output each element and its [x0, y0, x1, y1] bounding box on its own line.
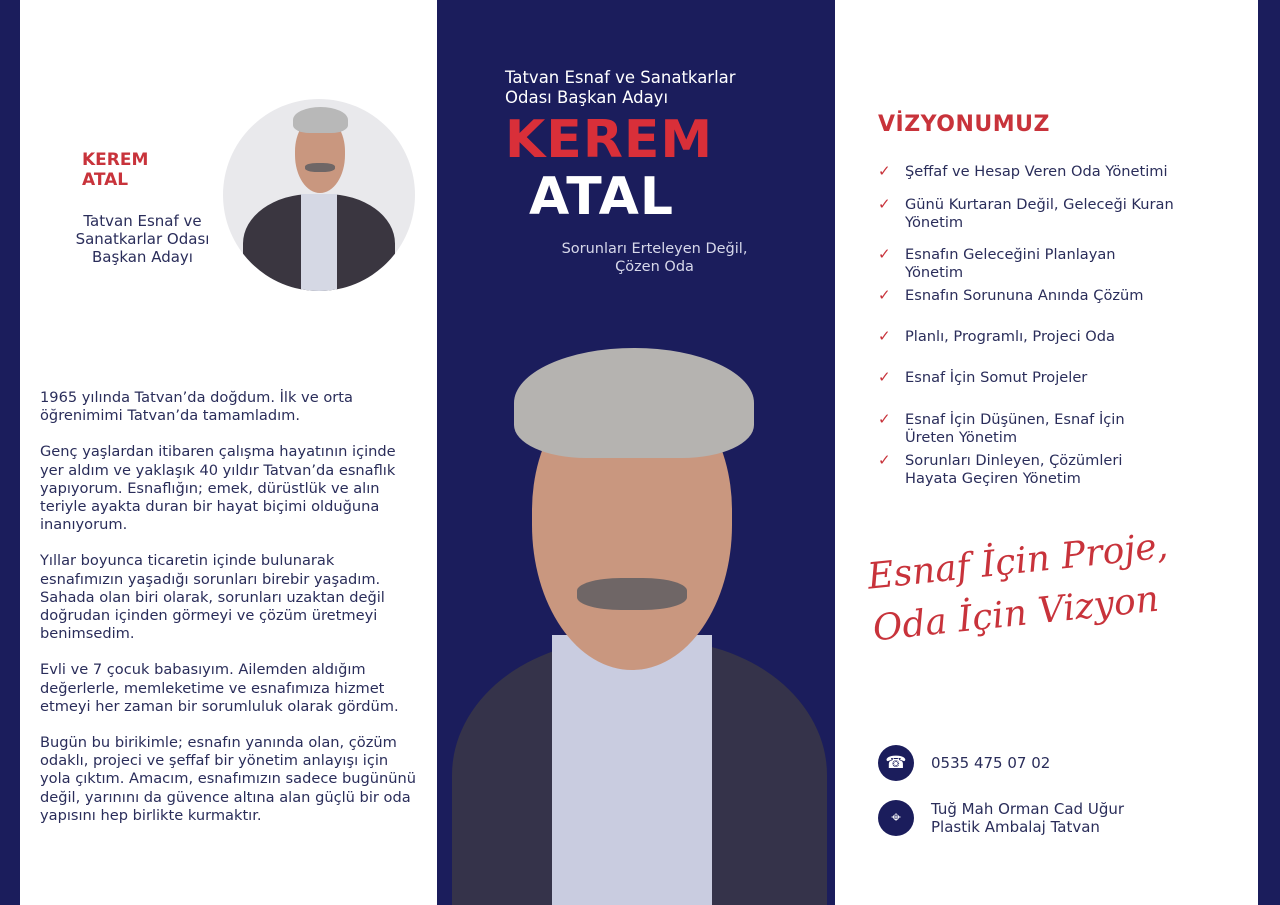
check-icon: ✓: [878, 286, 891, 304]
vision-item: [878, 369, 1228, 387]
phone-icon: ☎: [878, 745, 914, 781]
check-icon: ✓: [878, 368, 891, 386]
bio-paragraph: Evli ve 7 çocuk babasıyım. Ailemden aldığım değerlerle, memleketime ve esnafımıza hizmet etmeyi her zaman bir sorumluluk olarak gördüm.: [40, 661, 399, 715]
vision-item-text: Esnaf İçin Düşünen, Esnaf İçin Üreten Yönetim: [905, 411, 1125, 446]
headline-first-name: KEREM: [505, 110, 714, 170]
check-icon: ✓: [878, 195, 891, 213]
candidacy-line: [505, 68, 785, 108]
right-panel: [835, 0, 1258, 905]
check-icon: ✓: [878, 245, 891, 263]
vision-item-text: Sorunları Dinleyen, Çözümleri Hayata Geçiren Yönetim: [905, 452, 1123, 487]
middle-panel: [437, 0, 835, 905]
candidacy-text: Tatvan Esnaf ve Sanatkarlar Odası Başkan Adayı: [505, 68, 736, 107]
script-slogan: [865, 520, 1176, 655]
bio-paragraph: 1965 yılında Tatvan’da doğdum. İlk ve orta öğrenimimi Tatvan’da tamamladım.: [40, 389, 353, 425]
check-icon: ✓: [878, 162, 891, 180]
vision-item: [878, 411, 1228, 446]
vision-title: VİZYONUMUZ: [878, 112, 1050, 137]
candidate-portrait-large: [452, 340, 827, 905]
vision-item: [878, 287, 1228, 305]
last-name: ATAL: [82, 170, 129, 190]
vision-item-text: Planlı, Programlı, Projeci Oda: [905, 328, 1115, 345]
vision-item-text: Şeffaf ve Hesap Veren Oda Yönetimi: [905, 163, 1168, 180]
candidate-subtitle: Tatvan Esnaf ve Sanatkarlar Odası Başkan Adayı: [75, 212, 210, 266]
address: Tuğ Mah Orman Cad Uğur Plastik Ambalaj Tatvan: [931, 800, 1125, 836]
vision-item: [878, 452, 1228, 487]
vision-item-text: Günü Kurtaran Değil, Geleceği Kuran Yönetim: [905, 196, 1174, 231]
bio-paragraph: Yıllar boyunca ticaretin içinde bulunarak esnafımızın yaşadığı sorunları birebir yaşadım. Sahada olan biri olarak, sorunları uzaktan değil doğrudan içinden görmeyi ve çözüm üretmeyi benimsedim.: [40, 552, 385, 643]
vision-item-text: Esnaf İçin Somut Projeler: [905, 369, 1088, 386]
vision-item-text: Esnafın Geleceğini Planlayan Yönetim: [905, 246, 1116, 281]
phone-number: 0535 475 07 02: [931, 754, 1051, 772]
headline-last-name: ATAL: [529, 167, 675, 227]
candidate-portrait-small: [223, 99, 415, 291]
slogan-line: Esnaf İçin Proje,: [865, 525, 1170, 598]
bio-paragraph: Genç yaşlardan itibaren çalışma hayatının içinde yer aldım ve yaklaşık 40 yıldır Tatvan’da esnaflık yapıyorum. Esnaflığın; emek, dürüstlük ve alın teriyle ayakta duran bir hayat biçimi olduğuna inanıyorum.: [40, 443, 396, 534]
vision-item: [878, 246, 1228, 281]
left-panel: [20, 0, 437, 905]
vision-item-text: Esnafın Sorununa Anında Çözüm: [905, 287, 1144, 304]
slogan: Sorunları Erteleyen Değil, Çözen Oda: [561, 241, 748, 275]
first-name: KEREM: [82, 150, 149, 170]
vision-item: [878, 196, 1228, 231]
vision-item: [878, 163, 1228, 181]
bio-paragraph: Bugün bu birikimle; esnafın yanında olan, çözüm odaklı, projeci ve şeffaf bir yönetim anlayışı için yola çıktım. Amacım, esnafımızın sadece bugününü değil, yarınını da güvence altına alan güçlü bir oda yapısını hep birlikte kurmaktır.: [40, 734, 417, 824]
candidate-name: [82, 150, 148, 190]
location-pin-icon: ⌖: [878, 800, 914, 836]
check-icon: ✓: [878, 410, 891, 428]
slogan-line: Oda İçin Vizyon: [870, 578, 1161, 650]
biography: [40, 389, 420, 843]
check-icon: ✓: [878, 327, 891, 345]
vision-item: [878, 328, 1228, 346]
check-icon: ✓: [878, 451, 891, 469]
